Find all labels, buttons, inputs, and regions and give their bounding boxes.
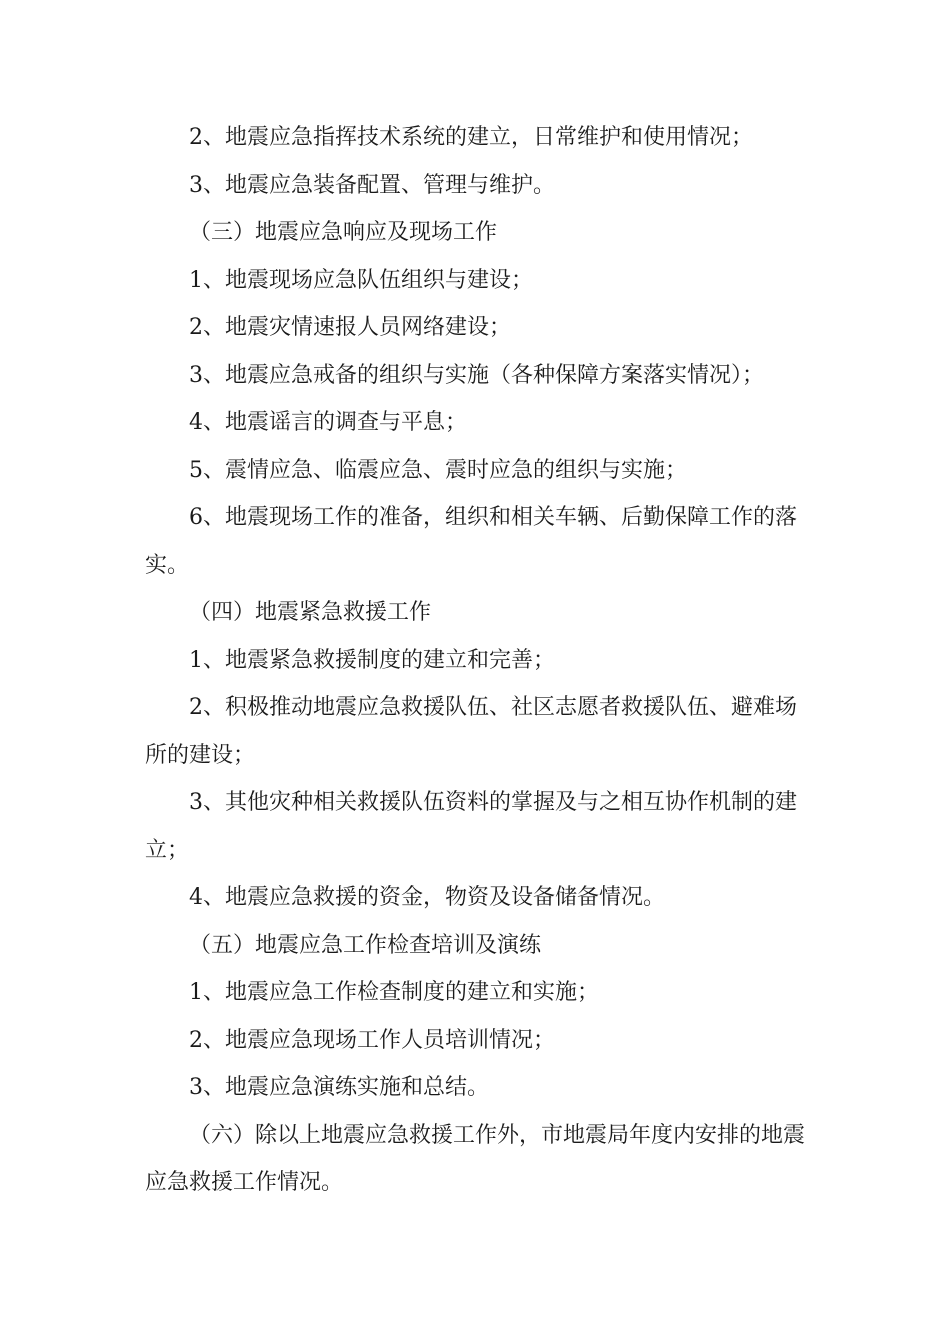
document-body: [145, 114, 810, 1207]
paragraph: 2、地震灾情速报人员网络建设；: [189, 315, 511, 340]
paragraph: 3、地震应急演练实施和总结。: [189, 1075, 489, 1100]
section-heading: （五）地震应急工作检查培训及演练: [189, 932, 542, 958]
paragraph: 1、地震应急工作检查制度的建立和实施；: [189, 980, 599, 1005]
section-heading: （三）地震应急响应及现场工作: [189, 220, 498, 245]
paragraph: 1、地震紧急救援制度的建立和完善；: [189, 647, 555, 673]
section-heading: （四）地震紧急救援工作: [189, 600, 432, 625]
paragraph: 6、地震现场工作的准备，组织和相关车辆、后勤保障工作的落实。: [145, 505, 797, 578]
paragraph: 3、其他灾种相关救援队伍资料的掌握及与之相互协作机制的建立；: [145, 790, 797, 863]
paragraph: 2、地震应急现场工作人员培训情况；: [189, 1027, 555, 1053]
paragraph: 4、地震谣言的调查与平息；: [189, 410, 467, 435]
section-heading: （六）除以上地震应急救援工作外，市地震局年度内安排的地震应急救援工作情况。: [145, 1122, 806, 1195]
paragraph: 5、震情应急、临震应急、震时应急的组织与实施；: [189, 457, 687, 483]
paragraph: 3、地震应急戒备的组织与实施（各种保障方案落实情况）；: [189, 362, 764, 388]
paragraph: 2、积极推动地震应急救援队伍、社区志愿者救援队伍、避难场所的建设；: [145, 695, 797, 768]
paragraph: 2、地震应急指挥技术系统的建立，日常维护和使用情况；: [189, 125, 753, 150]
paragraph: 3、地震应急装备配置、管理与维护。: [189, 172, 555, 198]
paragraph: 1、地震现场应急队伍组织与建设；: [189, 267, 533, 293]
paragraph: 4、地震应急救援的资金，物资及设备储备情况。: [189, 885, 665, 910]
